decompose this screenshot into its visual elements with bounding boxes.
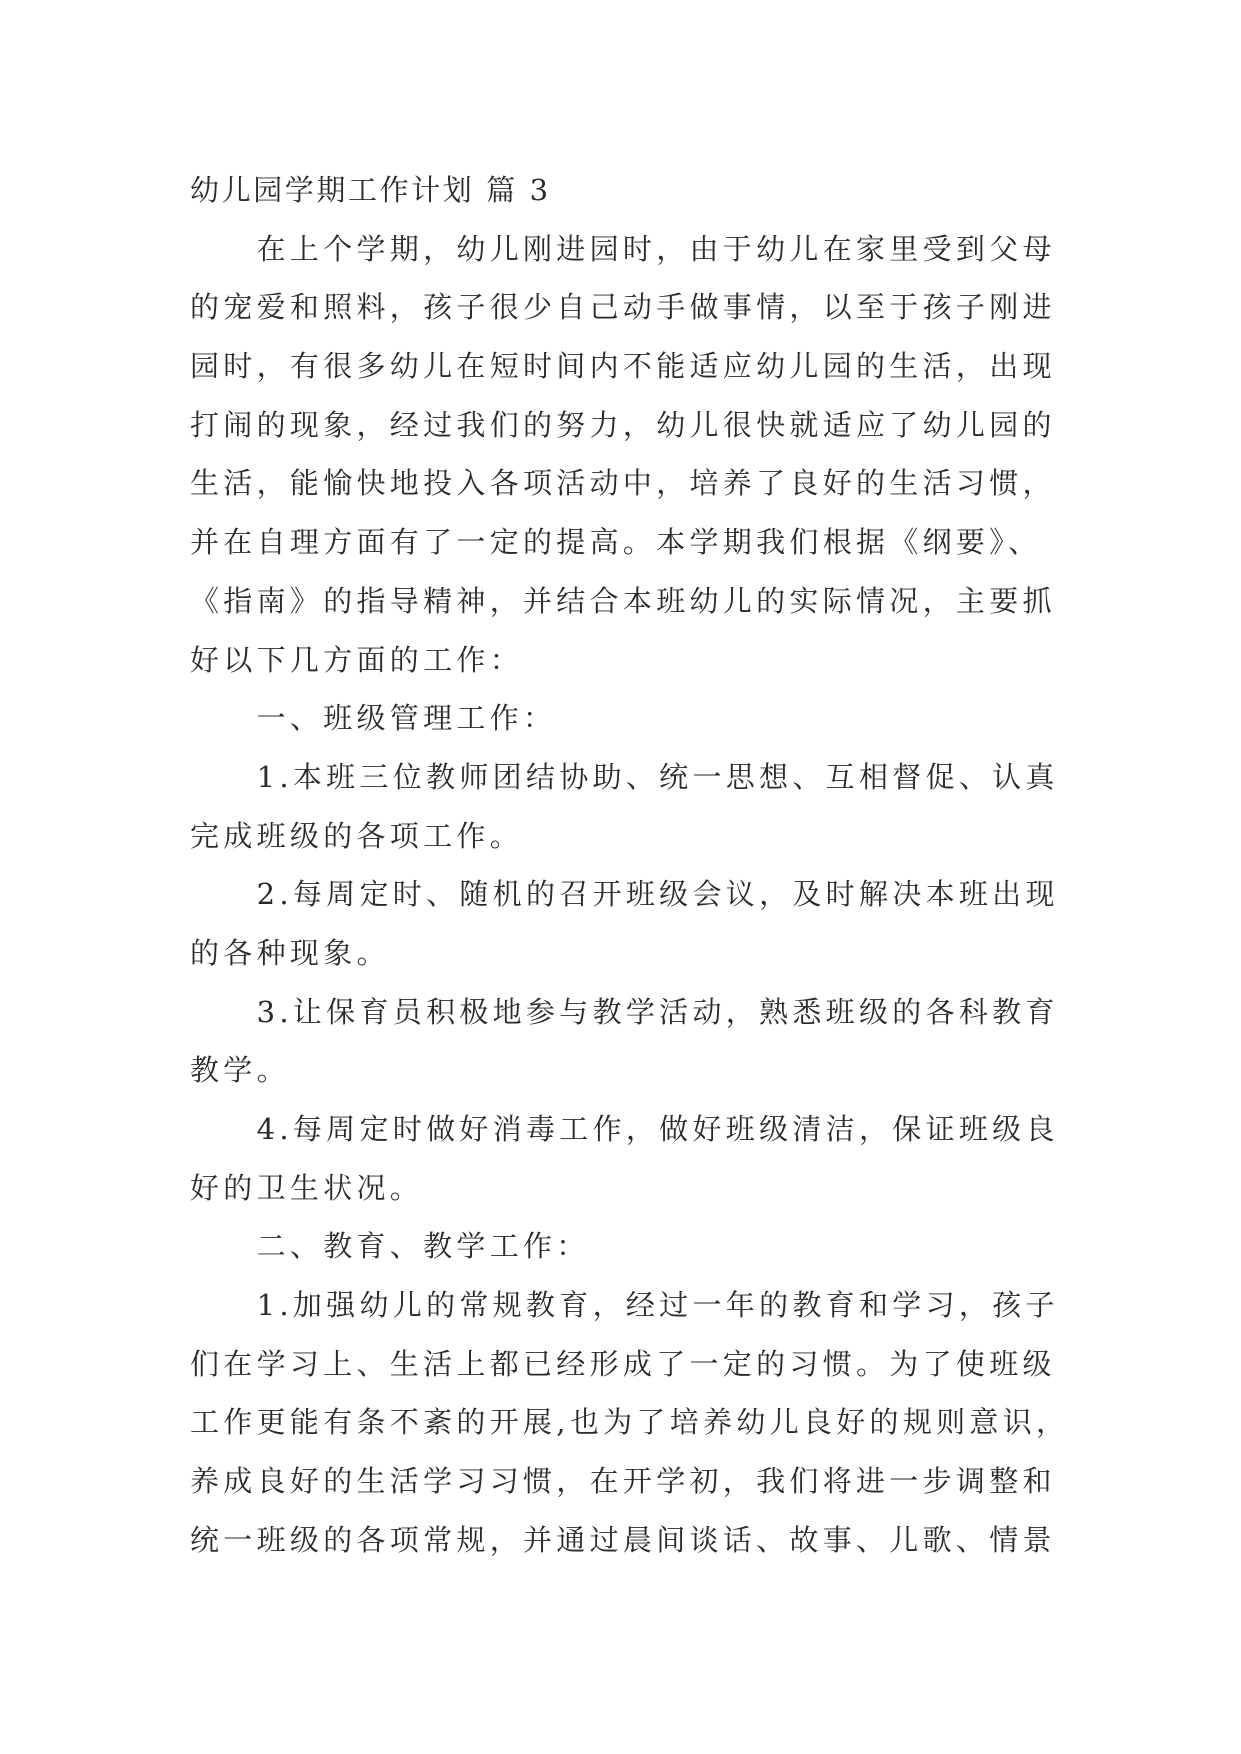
paragraph-line: 的各种现象。 <box>190 935 390 970</box>
paragraph-line: 3.让保育员积极地参与教学活动，熟悉班级的各科教育 <box>256 994 1059 1029</box>
section-heading-class-management <box>190 689 1090 748</box>
paragraph-line: 并在自理方面有了一定的提高。本学期我们根据《纲要》、 <box>190 525 1042 560</box>
paragraph-line: 在上个学期，幼儿刚进园时，由于幼儿在家里受到父母 <box>256 231 1056 266</box>
paragraph-line: 4.每周定时做好消毒工作，做好班级清洁，保证班级良 <box>256 1112 1059 1146</box>
paragraph-line: 1.本班三位教师团结协助、统一思想、互相督促、认真 <box>256 759 1059 794</box>
document-body <box>190 161 1090 1570</box>
paragraph-line: 工作更能有条不紊的开展,也为了培养幼儿良好的规则意识， <box>190 1405 1070 1440</box>
paragraph-line: 好以下几方面的工作： <box>190 642 524 677</box>
section-heading: 二、教育、教学工作： <box>256 1229 590 1264</box>
paragraph-line: 打闹的现象，经过我们的努力，幼儿很快就适应了幼儿园的 <box>190 407 1056 442</box>
document-title: 幼儿园学期工作计划 篇 3 <box>190 173 551 207</box>
list-item <box>190 865 1090 982</box>
paragraph-line: 园时，有很多幼儿在短时间内不能适应幼儿园的生活，出现 <box>190 349 1056 384</box>
list-item <box>190 983 1090 1100</box>
section-heading: 一、班级管理工作： <box>256 701 557 736</box>
paragraph-line: 统一班级的各项常规，并通过晨间谈话、故事、儿歌、情景 <box>190 1522 1056 1557</box>
paragraph-line: 生活，能愉快地投入各项活动中，培养了良好的生活习惯， <box>190 466 1056 501</box>
paragraph-intro <box>190 220 1090 690</box>
paragraph-line: 们在学习上、生活上都已经形成了一定的习惯。为了使班级 <box>190 1346 1056 1381</box>
section-heading-teaching <box>190 1217 1090 1276</box>
paragraph-line: 好的卫生状况。 <box>190 1170 424 1205</box>
list-item <box>190 1100 1090 1217</box>
paragraph-line: 教学。 <box>190 1053 290 1088</box>
paragraph-line: 《指南》的指导精神，并结合本班幼儿的实际情况，主要抓 <box>190 583 1056 618</box>
paragraph-line: 的宠爱和照料，孩子很少自己动手做事情，以至于孩子刚进 <box>190 290 1056 325</box>
paragraph-line: 养成良好的生活学习习惯，在开学初，我们将进一步调整和 <box>190 1464 1056 1499</box>
paragraph-line: 1.加强幼儿的常规教育，经过一年的教育和学习，孩子 <box>256 1288 1059 1323</box>
list-item <box>190 748 1090 865</box>
list-item <box>190 1276 1090 1569</box>
paragraph-line: 完成班级的各项工作。 <box>190 818 524 853</box>
paragraph-line: 2.每周定时、随机的召开班级会议，及时解决本班出现 <box>256 877 1059 912</box>
